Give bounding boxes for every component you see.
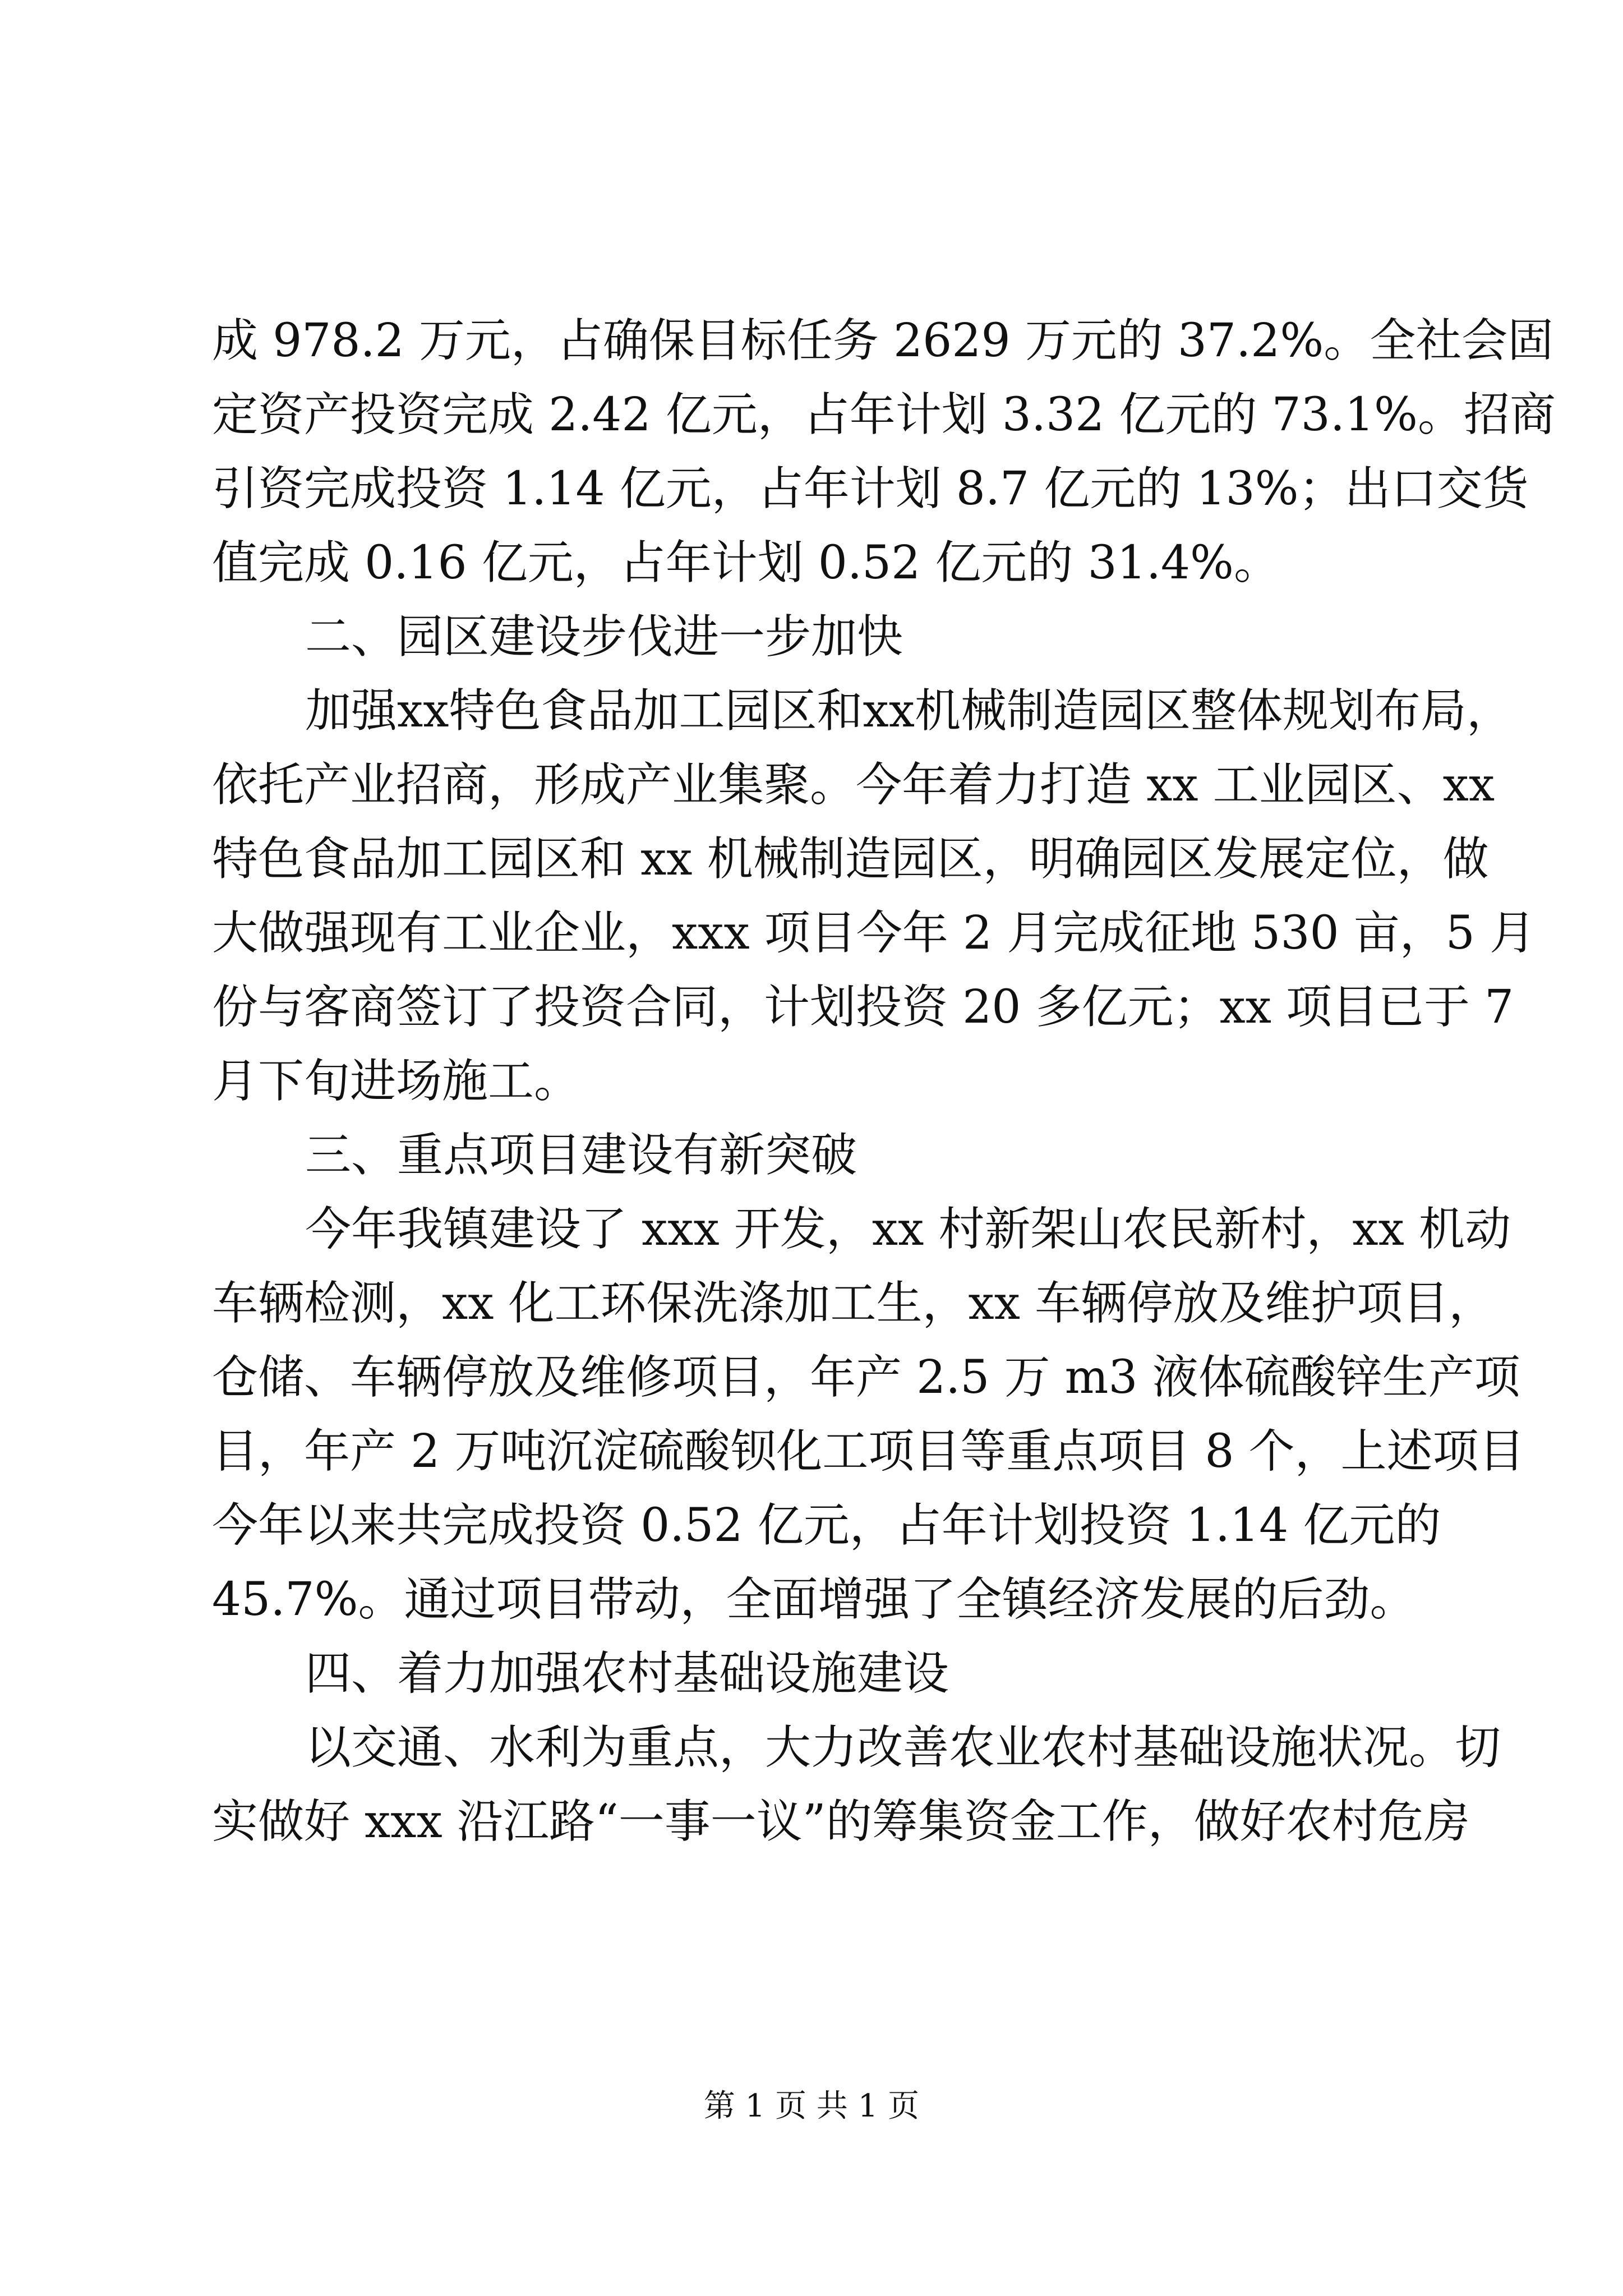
page-number: 第 1 页 共 1 页 — [703, 2088, 920, 2124]
heading-text: 四、着力加强农村基础设施建设 — [305, 1647, 949, 1700]
body-line — [0, 1336, 1623, 1420]
section-heading-2 — [0, 595, 1623, 679]
text-line: 依托产业招商，形成产业集聚。今年着力打造 xx 工业园区、xx — [212, 758, 1495, 812]
text-line: 成 978.2 万元，占确保目标任务 2629 万元的 37.2%。全社会固 — [212, 314, 1554, 367]
heading-text: 三、重点项目建设有新突破 — [305, 1129, 857, 1182]
section-heading-4 — [0, 1632, 1623, 1716]
body-line — [0, 1410, 1623, 1494]
body-line — [0, 965, 1623, 1050]
body-line — [0, 1188, 1623, 1272]
page-footer — [0, 2078, 1623, 2134]
text-line: 加强xx特色食品加工园区和xx机械制造园区整体规划布局， — [305, 684, 1513, 738]
body-line — [0, 1262, 1623, 1346]
body-line — [0, 299, 1623, 383]
body-line — [0, 521, 1623, 605]
body-line — [0, 1039, 1623, 1124]
text-line: 值完成 0.16 亿元，占年计划 0.52 亿元的 31.4%。 — [212, 536, 1280, 590]
body-line — [0, 1706, 1623, 1790]
body-line — [0, 1558, 1623, 1642]
heading-text: 二、园区建设步伐进一步加快 — [305, 610, 903, 664]
body-line — [0, 373, 1623, 457]
text-line: 今年我镇建设了 xxx 开发，xx 村新架山农民新村，xx 机动 — [305, 1203, 1511, 1256]
text-line: 仓储、车辆停放及维修项目，年产 2.5 万 m3 液体硫酸锌生产项 — [212, 1351, 1520, 1404]
text-line: 特色食品加工园区和 xx 机械制造园区，明确园区发展定位，做 — [212, 832, 1489, 886]
text-line: 大做强现有工业企业，xxx 项目今年 2 月完成征地 530 亩，5 月 — [212, 907, 1536, 960]
text-line: 引资完成投资 1.14 亿元，占年计划 8.7 亿元的 13%；出口交货 — [212, 462, 1529, 516]
text-line: 目，年产 2 万吨沉淀硫酸钡化工项目等重点项目 8 个，上述项目 — [212, 1425, 1525, 1478]
text-line: 月下旬进场施工。 — [212, 1055, 580, 1108]
text-line: 份与客商签订了投资合同，计划投资 20 多亿元；xx 项目已于 7 — [212, 981, 1514, 1034]
body-line — [0, 447, 1623, 531]
text-line: 今年以来共完成投资 0.52 亿元，占年计划投资 1.14 亿元的 — [212, 1499, 1441, 1552]
body-line — [0, 743, 1623, 827]
text-line: 定资产投资完成 2.42 亿元，占年计划 3.32 亿元的 73.1%。招商 — [212, 388, 1556, 441]
text-line: 45.7%。通过项目带动，全面增强了全镇经济发展的后劲。 — [212, 1573, 1416, 1626]
body-line — [0, 1780, 1623, 1864]
body-line — [0, 891, 1623, 976]
body-line — [0, 1484, 1623, 1568]
text-line: 以交通、水利为重点，大力改善农业农村基础设施状况。切 — [305, 1721, 1501, 1774]
section-heading-3 — [0, 1114, 1623, 1198]
body-line — [0, 817, 1623, 901]
body-line — [0, 669, 1623, 753]
text-line: 实做好 xxx 沿江路“一事一议”的筹集资金工作，做好农村危房 — [212, 1795, 1470, 1848]
text-line: 车辆检测，xx 化工环保洗涤加工生，xx 车辆停放及维护项目， — [212, 1277, 1495, 1330]
